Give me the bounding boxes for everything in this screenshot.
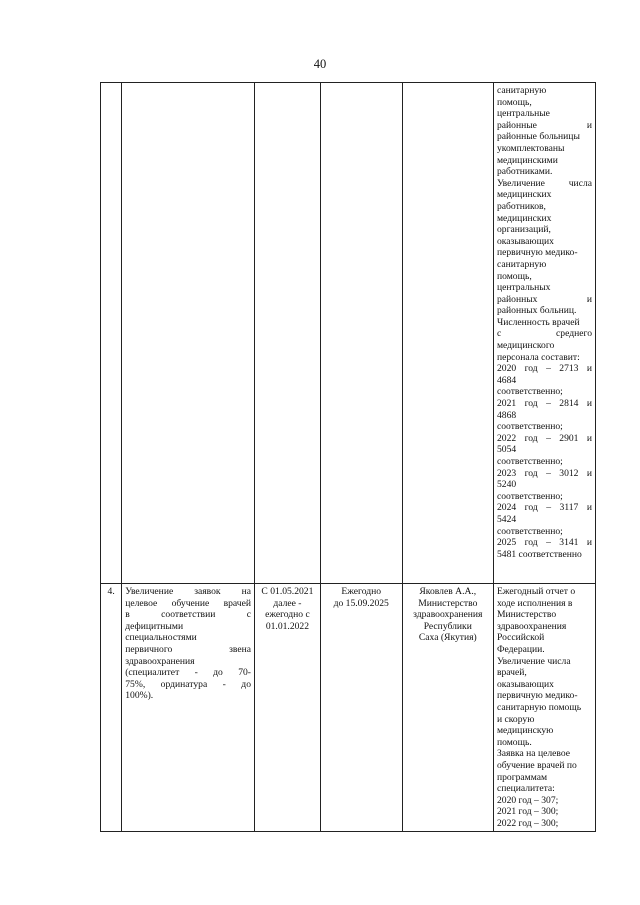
measure-text-line: дефицитными xyxy=(125,620,184,632)
outcome-text-line: Российской xyxy=(496,632,545,644)
cell-measure xyxy=(122,584,255,832)
outcome-text-line: 5481 соответственно xyxy=(496,548,582,560)
outcome-text-line: Численность врачей xyxy=(496,316,580,328)
row-number: 4. xyxy=(107,586,115,597)
outcome-text-line: медицинскую xyxy=(496,725,554,737)
outcome-text-line: ходе исполнения в xyxy=(496,597,573,609)
outcome-text-line: первичную медико- xyxy=(496,247,578,259)
measure-text-line: в соответствии с xyxy=(125,609,251,621)
outcome-text-line: районных больниц. xyxy=(496,305,577,317)
start-date-line: далее - xyxy=(273,597,302,609)
table-row-continued xyxy=(101,83,596,584)
outcome-text-line: работников, xyxy=(496,200,546,212)
outcome-text-line: районные больницы xyxy=(496,131,580,143)
cell-end-date xyxy=(320,584,402,832)
responsible-line: Яковлев А.А., xyxy=(419,586,477,597)
outcome-text-line: оказывающих xyxy=(496,678,554,690)
outcome-text-line: помощь, xyxy=(496,270,532,282)
start-date-line: 01.01.2022 xyxy=(265,620,309,632)
end-date-line: до 15.09.2025 xyxy=(333,597,389,609)
cell-outcome xyxy=(493,584,595,832)
cell-number xyxy=(101,83,122,584)
outcome-text-line: здравоохранения xyxy=(496,620,567,632)
outcome-text-line: соответственно; xyxy=(496,525,563,537)
measure-text-line: Увеличение заявок на xyxy=(125,586,251,597)
plan-table xyxy=(100,82,596,832)
outcome-text-line: Увеличение числа xyxy=(496,655,571,667)
cell-outcome xyxy=(493,83,595,584)
outcome-text-line: врачей, xyxy=(496,667,527,679)
outcome-text-line: Увеличение числа xyxy=(496,177,592,189)
outcome-text-line: укомплектованы xyxy=(496,142,565,154)
outcome-text-line: 5054 xyxy=(496,444,517,456)
measure-text-line: первичного звена xyxy=(125,643,251,655)
outcome-text-line: организаций, xyxy=(496,224,551,236)
outcome-text-line: 2024 год – 3117 и xyxy=(496,502,592,514)
outcome-text-line: центральных xyxy=(496,282,551,294)
outcome-text-line: Заявка на целевое xyxy=(496,748,571,760)
outcome-text-line: помощь, xyxy=(496,96,532,108)
outcome-text-line: 4868 xyxy=(496,409,517,421)
page-number: 40 xyxy=(313,57,327,71)
outcome-text-line: санитарную помощь xyxy=(496,701,582,713)
measure-text-line: 75%, ординатура - до xyxy=(125,678,251,690)
measure-text-line: 100%). xyxy=(125,690,154,702)
end-date-line: Ежегодно xyxy=(341,586,382,597)
outcome-text-line: 4684 xyxy=(496,374,517,386)
cell-responsible xyxy=(402,83,493,584)
outcome-text-line: Федерации. xyxy=(496,643,545,655)
cell-start-date xyxy=(255,83,321,584)
outcome-text-line: Ежегодный отчет о xyxy=(496,586,576,597)
outcome-text-line: персонала составит: xyxy=(496,351,580,363)
outcome-text-line: медицинских xyxy=(496,212,552,224)
cell-end-date xyxy=(320,83,402,584)
cell-number xyxy=(101,584,122,832)
outcome-text-line: медицинского xyxy=(496,340,555,352)
outcome-text-line: 2022 год – 300; xyxy=(496,817,559,829)
outcome-text-line: районных и xyxy=(496,293,592,305)
measure-text-line: целевое обучение врачей xyxy=(125,597,251,609)
outcome-text-line: санитарную xyxy=(496,258,547,270)
outcome-text-line: Министерство xyxy=(496,609,557,621)
outcome-text-line: 2022 год – 2901 и xyxy=(496,432,592,444)
measure-text-line: (специалитет - до 70- xyxy=(125,667,251,679)
measure-text-line: специальностями xyxy=(125,632,197,644)
outcome-text-line: 2020 год – 307; xyxy=(496,794,559,806)
outcome-text-line: помощь. xyxy=(496,736,532,748)
outcome-text-line: 2021 год – 300; xyxy=(496,806,559,818)
outcome-text-line: 5424 xyxy=(496,513,517,525)
outcome-text-line: 2023 год – 3012 и xyxy=(496,467,592,479)
outcome-text-line: медицинскими xyxy=(496,154,558,166)
outcome-text-line: соответственно; xyxy=(496,386,563,398)
outcome-text-line: специалитета: xyxy=(496,783,555,795)
outcome-text-line: 2025 год – 3141 и xyxy=(496,537,592,549)
responsible-line: Министерство xyxy=(418,597,478,609)
cell-start-date xyxy=(255,584,321,832)
outcome-text-line: соответственно; xyxy=(496,490,563,502)
outcome-text-line: 2020 год – 2713 и xyxy=(496,363,592,375)
responsible-line: здравоохранения xyxy=(413,609,483,621)
outcome-text-line: оказывающих xyxy=(496,235,554,247)
responsible-line: Саха (Якутия) xyxy=(418,632,477,644)
outcome-text-line: центральные xyxy=(496,108,550,120)
outcome-text-line: и скорую xyxy=(496,713,535,725)
outcome-text-line: районные и xyxy=(496,119,592,131)
measure-text-line: здравоохранения xyxy=(125,655,195,667)
outcome-text-line: медицинских xyxy=(496,189,552,201)
outcome-text-line: 5240 xyxy=(496,479,517,491)
outcome-text-line: обучение врачей по xyxy=(496,759,577,771)
outcome-text-line: соответственно; xyxy=(496,456,563,467)
outcome-text-line: первичную медико- xyxy=(496,690,578,702)
responsible-line: Республики xyxy=(423,620,472,632)
outcome-text-line: программам xyxy=(496,771,548,783)
cell-responsible xyxy=(402,584,493,832)
start-date-line: ежегодно с xyxy=(265,609,310,621)
cell-measure xyxy=(122,83,255,584)
table-row-4 xyxy=(101,584,596,832)
outcome-text-line: 2021 год – 2814 и xyxy=(496,398,592,410)
outcome-text-line: работниками. xyxy=(496,166,553,178)
outcome-text-line: с среднего xyxy=(496,328,592,340)
outcome-text-line: санитарную xyxy=(496,85,547,96)
outcome-text-line: соответственно; xyxy=(496,421,563,433)
start-date-line: С 01.05.2021 xyxy=(261,586,314,597)
